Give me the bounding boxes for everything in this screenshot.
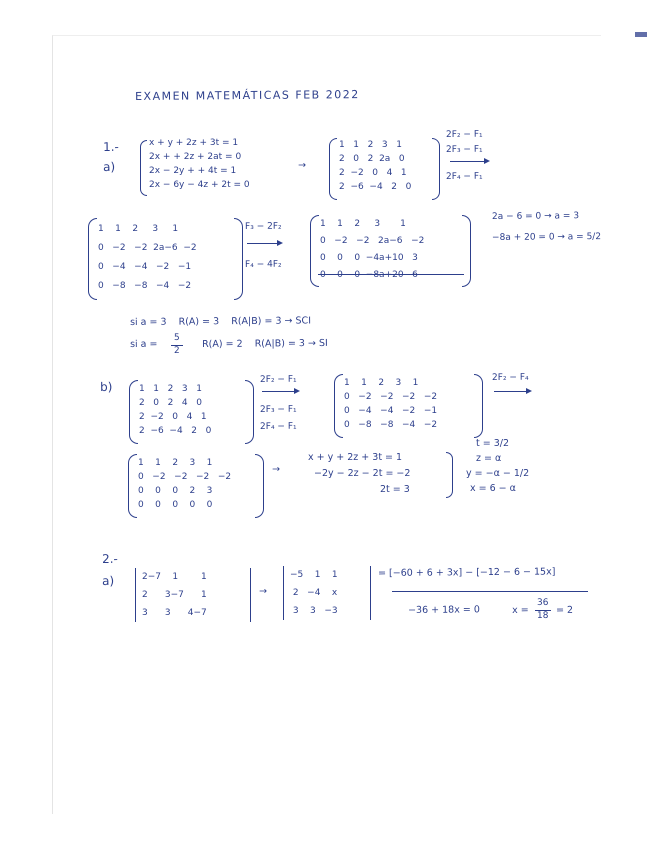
- condition-1: 2a − 6 = 0 → a = 3: [492, 211, 580, 222]
- equation-result: −36 + 18x = 0: [408, 604, 480, 616]
- matrix-bracket-right: [245, 380, 254, 444]
- matrix-row: −5 1 1: [290, 570, 338, 580]
- equation: 2t = 3: [380, 484, 410, 495]
- b-solution: [466, 436, 529, 496]
- b-matrix-1: [139, 382, 211, 438]
- matrix-row: 2 0 2 2a 0: [339, 154, 405, 164]
- arrow-icon: [494, 391, 530, 392]
- matrix-2: [98, 220, 197, 296]
- matrix-row: 0 0 0 −8a+20 6: [320, 270, 418, 280]
- matrix-row: 0 0 0 2 3: [138, 486, 213, 496]
- matrix-row: 2−7 1 1: [142, 572, 207, 582]
- matrix-row: 2 −2 0 4 1: [339, 168, 407, 178]
- equation-system: [149, 136, 250, 192]
- exam-title: EXAMEN MATEMÁTICAS FEB 2022: [135, 88, 360, 103]
- matrix-row: 0 −2 −2 2a−6 −2: [98, 243, 197, 253]
- arrow-icon: [247, 243, 281, 244]
- matrix-row: 2 0 2 4 0: [139, 398, 202, 408]
- row-op: 2F₄ − F₁: [446, 171, 483, 182]
- equation: −2y − 2z − 2t = −2: [314, 468, 411, 479]
- system-brace: [140, 140, 147, 196]
- matrix-bracket-right: [234, 218, 243, 300]
- matrix-bracket-right: [255, 454, 264, 518]
- matrix-row: 0 −8 −8 −4 −2: [98, 281, 192, 291]
- matrix-row: 2 −4 x: [290, 588, 338, 598]
- matrix-row: 1 1 2 3 1: [339, 140, 402, 150]
- matrix-bracket-right: [474, 374, 483, 438]
- expansion-underline: [392, 591, 588, 592]
- determinant-bar-left: [283, 566, 284, 620]
- matrix-row: 1 1 2 3 1: [344, 378, 419, 388]
- row-op: 2F₃ − F₁: [446, 144, 483, 155]
- case-a-3: si a = 3 R(A) = 3 R(A|B) = 3 → SCI: [130, 315, 312, 328]
- matrix-row: 2 3−7 1: [142, 590, 207, 600]
- row-op: 2F₃ − F₁: [260, 404, 297, 415]
- arrow-icon: [450, 161, 488, 162]
- condition-2: −8a + 20 = 0 → a = 5/2: [492, 232, 602, 243]
- corner-mark: [635, 32, 647, 37]
- matrix-bracket-left: [128, 454, 137, 518]
- exercise-2-number: 2.-: [102, 551, 118, 566]
- frac-den: 18: [537, 610, 549, 621]
- determinant-bar-right: [370, 566, 371, 620]
- equation: x + y + 2z + 3t = 1: [308, 452, 403, 463]
- arrow: →: [259, 585, 268, 597]
- matrix-row: 0 0 0 −4a+10 3: [320, 253, 418, 263]
- row-op: 2F₂ − F₄: [492, 372, 529, 383]
- matrix-bracket-left: [329, 138, 337, 200]
- matrix-bracket-right: [462, 215, 471, 287]
- solution-t: t = 3/2: [476, 438, 510, 449]
- matrix-row: 0 −8 −8 −4 −2: [344, 420, 438, 430]
- equation-2: 2x + + 2z + 2at = 0: [149, 152, 242, 162]
- row-op: F₃ − 2F₂: [245, 221, 282, 232]
- matrix-row: 3 3 4−7: [142, 608, 207, 618]
- x-value: = 2: [556, 604, 574, 616]
- case-a-frac-prefix: si a =: [130, 338, 158, 350]
- matrix-row: 0 −2 −2 −2 −2: [138, 472, 232, 482]
- augmented-matrix: [339, 138, 411, 194]
- matrix-row: 2 −6 −4 2 0: [139, 426, 212, 436]
- matrix-bracket-left: [88, 218, 97, 300]
- matrix-bracket-left: [310, 215, 319, 287]
- sarrus-expansion: = [−60 + 6 + 3x] − [−12 − 6 − 15x]: [378, 566, 556, 579]
- matrix-bracket-right: [432, 138, 440, 200]
- matrix-row: 3 3 −3: [290, 606, 338, 616]
- x-label: x =: [512, 604, 529, 616]
- solution-y: y = −α − 1/2: [466, 468, 530, 479]
- system-brace: [446, 452, 453, 498]
- matrix-row: 0 0 0 0 0: [138, 500, 213, 510]
- matrix-bracket-left: [129, 380, 138, 444]
- matrix-row: 1 1 2 3 1: [139, 384, 202, 394]
- determinant-bar-right: [250, 568, 251, 622]
- matrix-row: 0 −2 −2 2a−6 −2: [320, 236, 425, 246]
- matrix-row: 0 −2 −2 −2 −2: [344, 392, 438, 402]
- exercise-1-part-a: a): [103, 159, 116, 174]
- equation-3: 2x − 2y + + 4t = 1: [149, 166, 237, 176]
- matrix-row: 1 1 2 3 1: [320, 219, 406, 229]
- matrix-row: 0 −4 −4 −2 −1: [98, 262, 192, 272]
- case-a-frac-rest: R(A) = 2 R(A|B) = 3 → SI: [202, 337, 328, 350]
- exercise-1-part-b: b): [100, 379, 113, 394]
- equation-1: x + y + 2z + 3t = 1: [149, 138, 239, 148]
- frac-num: 5: [174, 332, 180, 343]
- frac-num: 36: [537, 597, 549, 608]
- b-matrix-3: [138, 456, 231, 512]
- matrix-row: 2 −6 −4 2 0: [339, 182, 412, 192]
- arrow: →: [272, 463, 281, 475]
- solution-z: z = α: [476, 453, 502, 464]
- row-op: 2F₂ − F₁: [446, 129, 483, 140]
- row-op: 2F₄ − F₁: [260, 421, 297, 432]
- arrow: →: [298, 159, 307, 171]
- determinant-bar-left: [135, 568, 136, 622]
- matrix-bracket-left: [334, 374, 343, 438]
- arrow-icon: [262, 391, 298, 392]
- exercise-2-part-a: a): [102, 573, 115, 588]
- matrix-row: 0 −4 −4 −2 −1: [344, 406, 438, 416]
- frac-den: 2: [174, 345, 180, 356]
- exercise-1-number: 1.-: [103, 139, 119, 154]
- solution-x: x = 6 − α: [470, 483, 516, 494]
- matrix-row: 1 1 2 3 1: [98, 224, 179, 234]
- equation-4: 2x − 6y − 4z + 2t = 0: [149, 180, 250, 190]
- matrix-row: 2 −2 0 4 1: [139, 412, 207, 422]
- row-op: 2F₂ − F₁: [260, 374, 297, 385]
- row-op: F₄ − 4F₂: [245, 259, 282, 270]
- strike-line: [318, 274, 464, 275]
- b-matrix-2: [344, 376, 437, 432]
- determinant-1: [142, 568, 207, 622]
- b-reduced-system: [308, 450, 410, 498]
- determinant-2: [290, 566, 338, 620]
- matrix-row: 1 1 2 3 1: [138, 458, 213, 468]
